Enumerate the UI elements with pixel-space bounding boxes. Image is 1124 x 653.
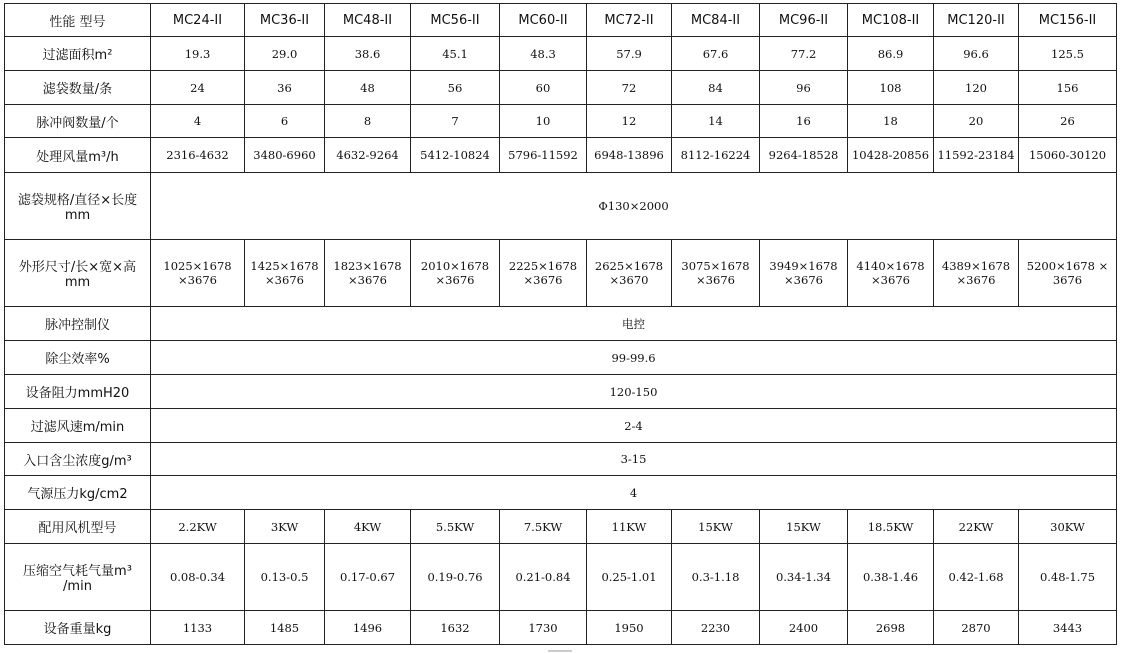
table-cell: 1496 xyxy=(325,611,411,645)
table-cell xyxy=(760,240,848,307)
dimension-value-line1: 1025×1678 xyxy=(163,259,232,273)
row-label-line2: mm xyxy=(64,208,91,223)
table-cell: 38.6 xyxy=(325,37,411,71)
model-header: MC156-II xyxy=(1019,4,1117,37)
table-cell: 0.42-1.68 xyxy=(934,544,1019,611)
table-cell: 0.38-1.46 xyxy=(848,544,934,611)
merged-value: Φ130×2000 xyxy=(151,173,1117,240)
table-cell: 1950 xyxy=(587,611,672,645)
table-cell: 15KW xyxy=(760,510,848,544)
merged-value: 2-4 xyxy=(151,409,1117,443)
dimension-value-line1: 3949×1678 xyxy=(769,259,838,273)
dimension-value-line2: 3676 xyxy=(1052,273,1083,287)
table-cell xyxy=(672,240,760,307)
table-cell: 2698 xyxy=(848,611,934,645)
row-label: 设备重量kg xyxy=(5,611,151,645)
table-cell: 0.21-0.84 xyxy=(500,544,587,611)
table-cell: 2.2KW xyxy=(151,510,245,544)
model-header: MC96-II xyxy=(760,4,848,37)
table-cell: 3KW xyxy=(245,510,325,544)
table-cell: 4 xyxy=(151,105,245,138)
table-row xyxy=(5,307,1117,341)
row-label: 处理风量m³/h xyxy=(5,138,151,173)
table-cell: 86.9 xyxy=(848,37,934,71)
table-cell: 6948-13896 xyxy=(587,138,672,173)
table-cell xyxy=(934,240,1019,307)
table-cell: 2230 xyxy=(672,611,760,645)
header-label: 性能 型号 xyxy=(5,4,151,37)
table-cell: 1485 xyxy=(245,611,325,645)
table-cell: 3480-6960 xyxy=(245,138,325,173)
dimension-value-line2: ×3676 xyxy=(696,273,735,287)
row-label-line1: 压缩空气耗气量m³ xyxy=(23,564,132,579)
table-cell: 20 xyxy=(934,105,1019,138)
table-cell: 11592-23184 xyxy=(934,138,1019,173)
table-cell: 57.9 xyxy=(587,37,672,71)
table-cell: 96 xyxy=(760,71,848,105)
table-cell: 0.17-0.67 xyxy=(325,544,411,611)
model-header: MC60-II xyxy=(500,4,587,37)
model-header: MC24-II xyxy=(151,4,245,37)
table-row xyxy=(5,443,1117,476)
model-header: MC48-II xyxy=(325,4,411,37)
table-row xyxy=(5,4,1117,37)
dimension-value-line1: 4140×1678 xyxy=(856,259,925,273)
row-label-line1: 外形尺寸/长×宽×高 xyxy=(18,260,137,275)
table-cell xyxy=(848,240,934,307)
merged-value: 3-15 xyxy=(151,443,1117,476)
dimension-value-line1: 3075×1678 xyxy=(681,259,750,273)
table-cell: 4632-9264 xyxy=(325,138,411,173)
row-label: 配用风机型号 xyxy=(5,510,151,544)
row-label: 过滤面积m² xyxy=(5,37,151,71)
merged-value: 电控 xyxy=(151,307,1117,341)
dimension-value-line1: 2010×1678 xyxy=(420,259,490,273)
merged-value: 120-150 xyxy=(151,375,1117,409)
table-cell: 2870 xyxy=(934,611,1019,645)
table-cell: 29.0 xyxy=(245,37,325,71)
dimension-value-line1: 1823×1678 xyxy=(333,259,402,273)
table-cell xyxy=(1019,240,1117,307)
scroll-mark xyxy=(548,650,572,652)
dimension-value-line2: ×3676 xyxy=(871,273,910,287)
model-header: MC36-II xyxy=(245,4,325,37)
dimension-value-line1: 4389×1678 xyxy=(941,259,1011,273)
dimension-value-line2: ×3676 xyxy=(265,273,304,287)
row-label: 设备阻力mmH20 xyxy=(5,375,151,409)
row-label: 过滤风速m/min xyxy=(5,409,151,443)
row-label: 脉冲阀数量/个 xyxy=(5,105,151,138)
table-cell: 5796-11592 xyxy=(500,138,587,173)
table-cell: 4KW xyxy=(325,510,411,544)
table-cell: 18.5KW xyxy=(848,510,934,544)
model-header: MC84-II xyxy=(672,4,760,37)
table-cell: 125.5 xyxy=(1019,37,1117,71)
row-label xyxy=(5,240,151,307)
table-cell: 120 xyxy=(934,71,1019,105)
model-header: MC120-II xyxy=(934,4,1019,37)
table-row xyxy=(5,476,1117,510)
table-cell: 14 xyxy=(672,105,760,138)
dimension-value-line2: ×3670 xyxy=(609,273,649,287)
table-cell: 5412-10824 xyxy=(411,138,500,173)
table-cell: 5.5KW xyxy=(411,510,500,544)
table-cell: 72 xyxy=(587,71,672,105)
table-cell: 48 xyxy=(325,71,411,105)
row-label-line2: /min xyxy=(63,579,92,594)
table-cell: 19.3 xyxy=(151,37,245,71)
table-cell: 67.6 xyxy=(672,37,760,71)
table-cell: 22KW xyxy=(934,510,1019,544)
table-cell: 96.6 xyxy=(934,37,1019,71)
dimension-value-line1: 2225×1678 xyxy=(508,259,578,273)
dimension-value-line2: ×3676 xyxy=(523,273,563,287)
dimension-value-line2: ×3676 xyxy=(956,273,996,287)
table-cell: 108 xyxy=(848,71,934,105)
merged-value: 99-99.6 xyxy=(151,341,1117,375)
table-cell: 26 xyxy=(1019,105,1117,138)
table-cell: 0.48-1.75 xyxy=(1019,544,1117,611)
table-cell: 30KW xyxy=(1019,510,1117,544)
table-cell: 3443 xyxy=(1019,611,1117,645)
table-cell: 7 xyxy=(411,105,500,138)
table-cell: 10 xyxy=(500,105,587,138)
table-cell: 60 xyxy=(500,71,587,105)
row-label: 入口含尘浓度g/m³ xyxy=(5,443,151,476)
table-row xyxy=(5,105,1117,138)
table-cell: 16 xyxy=(760,105,848,138)
table-row xyxy=(5,375,1117,409)
row-label xyxy=(5,173,151,240)
row-label: 滤袋数量/条 xyxy=(5,71,151,105)
table-cell: 1730 xyxy=(500,611,587,645)
table-row xyxy=(5,409,1117,443)
table-row xyxy=(5,611,1117,645)
table-cell: 84 xyxy=(672,71,760,105)
table-cell: 15060-30120 xyxy=(1019,138,1117,173)
row-label-line1: 滤袋规格/直径×长度 xyxy=(17,193,138,208)
table-cell: 1632 xyxy=(411,611,500,645)
table-cell: 0.25-1.01 xyxy=(587,544,672,611)
dimension-value-line2: ×3676 xyxy=(784,273,823,287)
table-cell: 45.1 xyxy=(411,37,500,71)
table-cell xyxy=(245,240,325,307)
table-cell: 1133 xyxy=(151,611,245,645)
table-cell: 0.13-0.5 xyxy=(245,544,325,611)
table-cell: 6 xyxy=(245,105,325,138)
table-row xyxy=(5,510,1117,544)
table-cell: 12 xyxy=(587,105,672,138)
table-row xyxy=(5,240,1117,307)
dimension-value-line2: ×3676 xyxy=(435,273,475,287)
dimension-value-line1: 5200×1678 × xyxy=(1026,259,1109,273)
row-label xyxy=(5,544,151,611)
table-row xyxy=(5,71,1117,105)
table-cell: 36 xyxy=(245,71,325,105)
table-cell: 8 xyxy=(325,105,411,138)
table-cell: 0.34-1.34 xyxy=(760,544,848,611)
table-cell: 15KW xyxy=(672,510,760,544)
model-header: MC56-II xyxy=(411,4,500,37)
table-row xyxy=(5,37,1117,71)
table-cell: 0.19-0.76 xyxy=(411,544,500,611)
row-label: 脉冲控制仪 xyxy=(5,307,151,341)
table-cell: 0.3-1.18 xyxy=(672,544,760,611)
table-row xyxy=(5,544,1117,611)
table-cell: 10428-20856 xyxy=(848,138,934,173)
row-label: 气源压力kg/cm2 xyxy=(5,476,151,510)
table-cell: 18 xyxy=(848,105,934,138)
row-label-line2: mm xyxy=(64,275,91,290)
merged-value: 4 xyxy=(151,476,1117,510)
row-label: 除尘效率% xyxy=(5,341,151,375)
table-row xyxy=(5,138,1117,173)
dimension-value-line1: 2625×1678 xyxy=(594,259,664,273)
dimension-value-line1: 1425×1678 xyxy=(250,259,319,273)
table-cell xyxy=(587,240,672,307)
table-cell xyxy=(151,240,245,307)
dimension-value-line2: ×3676 xyxy=(178,273,217,287)
model-header: MC72-II xyxy=(587,4,672,37)
table-cell: 7.5KW xyxy=(500,510,587,544)
table-cell xyxy=(411,240,500,307)
model-header: MC108-II xyxy=(848,4,934,37)
table-cell: 156 xyxy=(1019,71,1117,105)
table-cell: 9264-18528 xyxy=(760,138,848,173)
table-cell: 2400 xyxy=(760,611,848,645)
table-cell: 11KW xyxy=(587,510,672,544)
table-row xyxy=(5,341,1117,375)
table-cell xyxy=(325,240,411,307)
table-row xyxy=(5,173,1117,240)
table-cell: 48.3 xyxy=(500,37,587,71)
spec-table xyxy=(4,3,1117,645)
table-cell xyxy=(500,240,587,307)
dimension-value-line2: ×3676 xyxy=(348,273,387,287)
table-cell: 0.08-0.34 xyxy=(151,544,245,611)
table-cell: 8112-16224 xyxy=(672,138,760,173)
table-cell: 77.2 xyxy=(760,37,848,71)
table-cell: 2316-4632 xyxy=(151,138,245,173)
table-cell: 56 xyxy=(411,71,500,105)
table-cell: 24 xyxy=(151,71,245,105)
